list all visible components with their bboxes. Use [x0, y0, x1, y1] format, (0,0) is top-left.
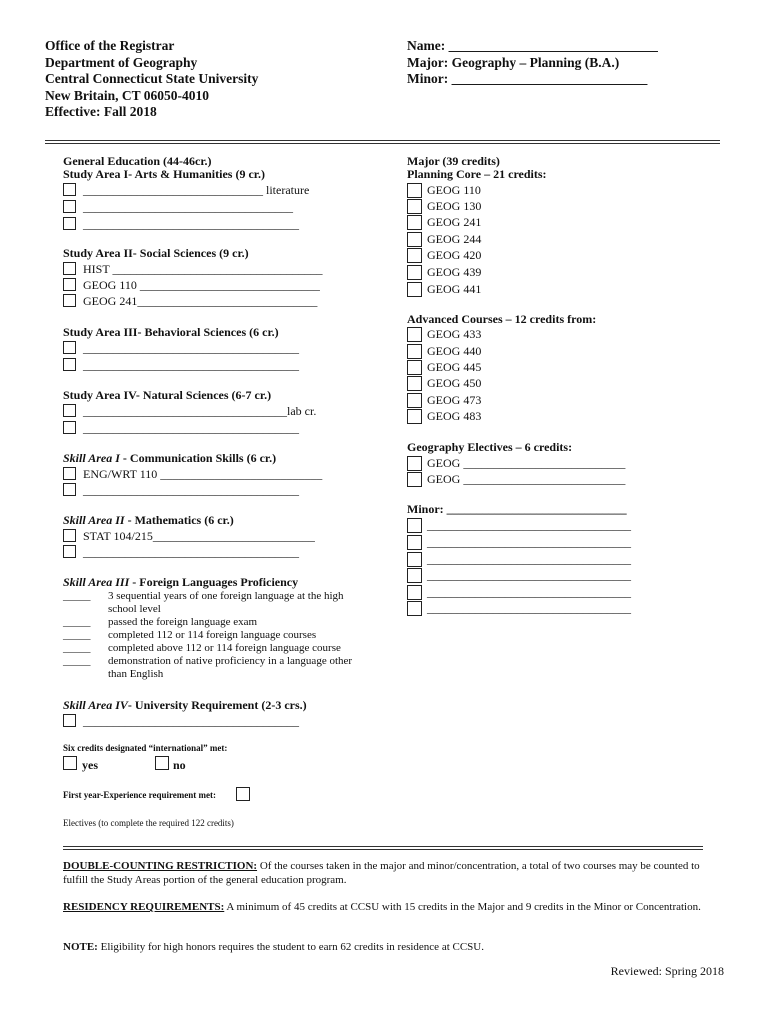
skill3-italic: Skill Area III	[63, 575, 130, 589]
row-text: __________________________________	[427, 518, 631, 532]
row-text: ______________________________ literature	[83, 183, 310, 197]
checkbox[interactable]	[407, 344, 422, 359]
row-text: ___________________________________	[83, 200, 293, 214]
row-text: ____________________________________	[83, 714, 299, 728]
course-code: GEOG 244	[427, 232, 482, 246]
row-text: ____________________________________	[83, 483, 299, 497]
row-text: ____________________________________	[83, 217, 299, 231]
university-name: Central Connecticut State University	[45, 71, 259, 87]
first-year-checkbox[interactable]	[236, 787, 250, 801]
area1-title: Study Area I- Arts & Humanities (9 cr.)	[63, 167, 265, 181]
footer-divider	[63, 846, 703, 850]
double-counting-paragraph	[63, 859, 703, 887]
area4-title: Study Area IV- Natural Sciences (6-7 cr.)	[63, 388, 272, 402]
checkbox[interactable]	[407, 585, 422, 600]
row-text: STAT 104/215___________________________	[83, 529, 315, 543]
name-label: Name:	[407, 38, 449, 53]
course-code: GEOG 130	[427, 199, 482, 213]
row-text: GEOG 241______________________________	[83, 294, 318, 308]
checkbox[interactable]	[407, 376, 422, 391]
checkbox[interactable]	[407, 456, 422, 471]
skill3-title	[63, 574, 298, 590]
row-text: HIST ___________________________________	[83, 262, 323, 276]
checkbox[interactable]	[407, 183, 422, 198]
international-yes-label: yes	[82, 758, 98, 772]
course-code: GEOG 450	[427, 376, 482, 390]
checkbox[interactable]	[407, 552, 422, 567]
option-text: 3 sequential years of one foreign language at the high school level	[108, 590, 344, 615]
skill2-rest: - Mathematics (6 cr.)	[124, 513, 234, 527]
double-counting-heading: DOUBLE-COUNTING RESTRICTION:	[63, 860, 258, 872]
skill1-rest: - Communication Skills (6 cr.)	[119, 451, 277, 465]
advanced-title: Advanced Courses – 12 credits from:	[407, 312, 597, 326]
checkbox[interactable]	[407, 518, 422, 533]
address: New Britain, CT 06050-4010	[45, 87, 209, 103]
checkbox[interactable]	[407, 248, 422, 263]
residency-text: A minimum of 45 credits at CCSU with 15 credits in the Major and 9 credits in the Minor or Concentration.	[224, 901, 701, 913]
checkbox[interactable]	[407, 472, 422, 487]
effective-date: Effective: Fall 2018	[45, 104, 157, 120]
row-text: GEOG ___________________________	[427, 456, 626, 470]
row-text: __________________________________	[427, 601, 631, 615]
checkbox[interactable]	[63, 483, 76, 496]
course-code: GEOG 439	[427, 265, 482, 279]
residency-paragraph	[63, 900, 703, 914]
option-blank[interactable]: _____	[63, 655, 91, 667]
checkbox[interactable]	[63, 262, 76, 275]
geo-electives-title: Geography Electives – 6 credits:	[407, 440, 573, 454]
checkbox[interactable]	[407, 282, 422, 297]
row-text: ENG/WRT 110 ___________________________	[83, 467, 323, 481]
course-code: GEOG 110	[427, 183, 481, 197]
minor-label: Minor:	[407, 71, 452, 87]
row-text: ____________________________________	[83, 358, 299, 372]
note-heading: NOTE:	[63, 941, 98, 953]
checkbox[interactable]	[407, 360, 422, 375]
row-text: ____________________________________	[83, 341, 299, 355]
checkbox[interactable]	[63, 200, 76, 213]
checkbox[interactable]	[63, 404, 76, 417]
checkbox[interactable]	[63, 545, 76, 558]
international-no-checkbox[interactable]	[155, 756, 169, 770]
checkbox[interactable]	[63, 341, 76, 354]
checkbox[interactable]	[407, 327, 422, 342]
row-text: GEOG ___________________________	[427, 472, 626, 486]
course-code: GEOG 473	[427, 393, 482, 407]
course-code: GEOG 445	[427, 360, 482, 374]
option-blank[interactable]: _____	[63, 629, 91, 641]
skill1-title	[63, 450, 276, 466]
option-text: completed above 112 or 114 foreign language course	[108, 642, 341, 654]
checkbox[interactable]	[63, 714, 76, 727]
department-name: Department of Geography	[45, 54, 198, 70]
area2-title: Study Area II- Social Sciences (9 cr.)	[63, 246, 249, 260]
double-counting-text: Of the courses taken in the major and minor/concentration, a total of two courses may be counted to fulfill the Study Areas portion of the general education program.	[63, 860, 700, 886]
minor-section-title[interactable]	[407, 501, 627, 517]
checkbox[interactable]	[407, 601, 422, 616]
note-text: Eligibility for high honors requires the student to earn 62 credits in residence at CCSU.	[97, 941, 484, 953]
header-divider	[45, 140, 720, 144]
skill4-italic: Skill Area IV	[63, 698, 128, 712]
international-label: Six credits designated “international” met:	[63, 743, 228, 753]
language-option[interactable]	[63, 629, 373, 642]
first-year-label: First year-Experience requirement met:	[63, 790, 217, 800]
row-text: __________________________________	[427, 585, 631, 599]
skill2-italic: Skill Area II	[63, 513, 125, 527]
course-code: GEOG 440	[427, 344, 482, 358]
checkbox[interactable]	[407, 265, 422, 280]
row-text: ____________________________________	[83, 421, 299, 435]
checkbox[interactable]	[63, 183, 76, 196]
checkbox[interactable]	[63, 529, 76, 542]
course-code: GEOG 433	[427, 327, 482, 341]
residency-heading: RESIDENCY REQUIREMENTS:	[63, 901, 225, 913]
option-text: demonstration of native proficiency in a language other than English	[108, 655, 353, 680]
option-blank[interactable]: _____	[63, 616, 91, 628]
language-option[interactable]	[63, 655, 373, 680]
course-code: GEOG 441	[427, 282, 482, 296]
course-code: GEOG 420	[427, 248, 482, 262]
minor-blank[interactable]: _____________________________	[451, 71, 648, 87]
checkbox[interactable]	[407, 393, 422, 408]
checkbox[interactable]	[407, 535, 422, 550]
checkbox[interactable]	[63, 217, 76, 230]
checkbox[interactable]	[407, 568, 422, 583]
row-text: __________________________________	[427, 568, 631, 582]
skill4-rest: - University Requirement (2-3 crs.)	[127, 698, 307, 712]
checkbox[interactable]	[407, 215, 422, 230]
note-paragraph	[63, 940, 703, 954]
name-field[interactable]	[407, 38, 658, 55]
option-blank[interactable]: _____	[63, 590, 91, 602]
language-option[interactable]	[63, 616, 373, 629]
skill3-rest: - Foreign Languages Proficiency	[129, 575, 299, 589]
checkbox[interactable]	[63, 358, 76, 371]
checkbox[interactable]	[407, 409, 422, 424]
checkbox[interactable]	[63, 421, 76, 434]
reviewed-date: Reviewed: Spring 2018	[610, 964, 724, 978]
major-credits-title: Major (39 credits)	[407, 154, 500, 168]
option-blank[interactable]: _____	[63, 642, 91, 654]
row-text: __________________________________	[427, 552, 631, 566]
gen-ed-title: General Education (44-46cr.)	[63, 154, 212, 168]
option-text: completed 112 or 114 foreign language courses	[108, 629, 317, 641]
minor-field[interactable]	[407, 71, 647, 88]
row-text: __________________________________	[427, 535, 631, 549]
language-option[interactable]	[63, 590, 373, 615]
area3-title: Study Area III- Behavioral Sciences (6 cr.)	[63, 325, 279, 339]
skill4-title	[63, 697, 307, 713]
checkbox[interactable]	[63, 294, 76, 307]
core-title: Planning Core – 21 credits:	[407, 167, 547, 181]
course-code: GEOG 483	[427, 409, 482, 423]
checkbox[interactable]	[63, 467, 76, 480]
checkbox[interactable]	[407, 199, 422, 214]
minor-section-label: Minor:	[407, 502, 447, 516]
major-title: Major: Geography – Planning (B.A.)	[407, 54, 620, 70]
row-text: __________________________________lab cr.	[83, 404, 317, 418]
office-name: Office of the Registrar	[45, 38, 175, 53]
international-no-label: no	[173, 758, 186, 772]
international-yes-checkbox[interactable]	[63, 756, 77, 770]
minor-section-blank[interactable]: ______________________________	[446, 502, 627, 516]
checkbox[interactable]	[407, 232, 422, 247]
row-text: GEOG 110 ______________________________	[83, 278, 320, 292]
electives-note: Electives (to complete the required 122 credits)	[63, 818, 234, 828]
checkbox[interactable]	[63, 278, 76, 291]
row-text: ____________________________________	[83, 545, 299, 559]
skill1-italic: Skill Area I	[63, 451, 120, 465]
language-option[interactable]	[63, 642, 373, 655]
option-text: passed the foreign language exam	[108, 616, 258, 628]
skill2-title	[63, 512, 234, 528]
course-code: GEOG 241	[427, 215, 482, 229]
name-blank[interactable]: _______________________________	[448, 38, 658, 53]
